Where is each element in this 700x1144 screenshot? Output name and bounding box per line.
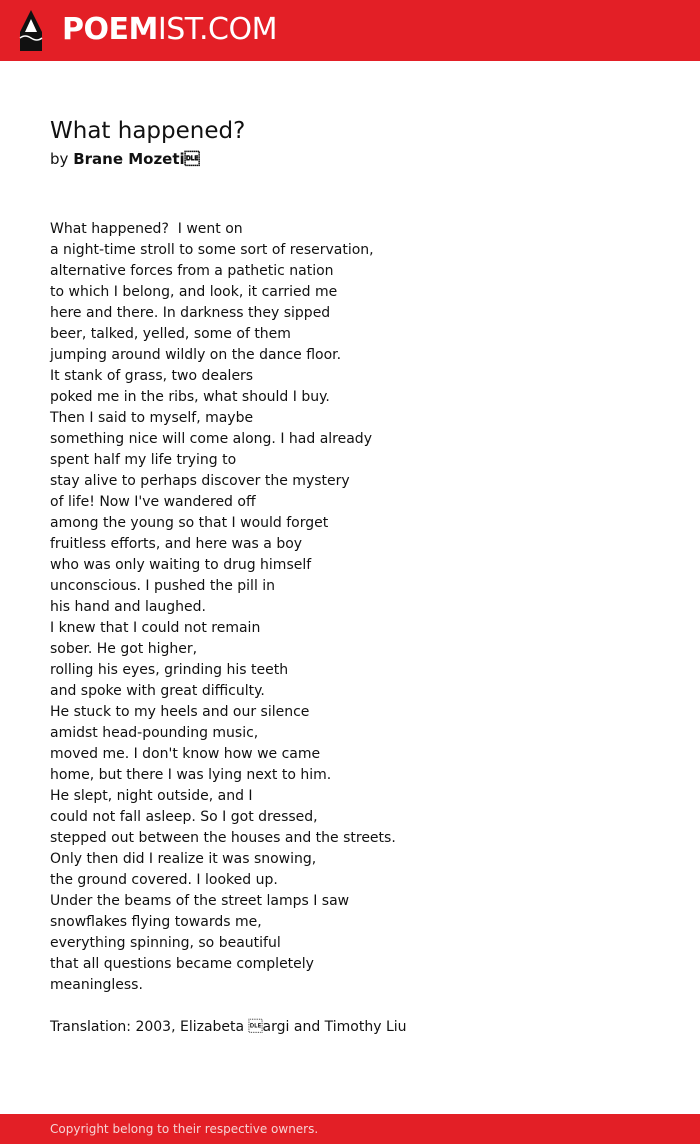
- poem-line: everything spinning, so beautiful: [50, 935, 281, 951]
- poem-line: among the young so that I would forget: [50, 515, 329, 531]
- poem-line: who was only waiting to drug himself: [50, 557, 312, 573]
- poem-line: Under the beams of the street lamps I saw: [50, 893, 350, 909]
- poem-title: What happened?: [50, 118, 246, 144]
- site-logo[interactable]: [62, 12, 277, 48]
- poem-line: rolling his eyes, grinding his teeth: [50, 662, 289, 678]
- logo-text-bold: POEM: [62, 12, 158, 47]
- poem-line: What happened? I went on: [50, 221, 243, 237]
- poem-line: beer, talked, yelled, some of them: [50, 326, 291, 342]
- poem-line: stepped out between the houses and the streets.: [50, 830, 396, 846]
- poem-line: and spoke with great difficulty.: [50, 683, 265, 699]
- poem-body: [50, 219, 670, 996]
- poem-line: that all questions became completely: [50, 956, 314, 972]
- site-header: [0, 0, 700, 61]
- poem-line: poked me in the ribs, what should I buy.: [50, 389, 330, 405]
- byline: [50, 148, 200, 170]
- pen-nib-icon[interactable]: [18, 10, 44, 51]
- poem-line: He stuck to my heels and our silence: [50, 704, 310, 720]
- copyright-notice: Copyright belong to their respective owners.: [50, 1122, 319, 1136]
- poem-line: Then I said to myself, maybe: [50, 410, 254, 426]
- translation-credit: Translation: 2003, Elizabeta argi and Timothy Liu: [50, 1019, 407, 1035]
- logo-text-light: IST.COM: [157, 12, 277, 47]
- poem-line: sober. He got higher,: [50, 641, 198, 657]
- poem-line: of life! Now I've wandered off: [50, 494, 256, 510]
- poem-line: I knew that I could not remain: [50, 620, 261, 636]
- poem-line: spent half my life trying to: [50, 452, 237, 468]
- poem-line: something nice will come along. I had already: [50, 431, 372, 447]
- poem-line: It stank of grass, two dealers: [50, 368, 254, 384]
- poem-line: could not fall asleep. So I got dressed,: [50, 809, 318, 825]
- by-label: by: [50, 150, 69, 168]
- poem-line: amidst head-pounding music,: [50, 725, 259, 741]
- poem-line: his hand and laughed.: [50, 599, 207, 615]
- poem-line: stay alive to perhaps discover the mystery: [50, 473, 350, 489]
- site-footer: [0, 1114, 700, 1144]
- poem-line: Only then did I realize it was snowing,: [50, 851, 317, 867]
- poem-line: snowflakes flying towards me,: [50, 914, 262, 930]
- poem-line: fruitless efforts, and here was a boy: [50, 536, 303, 552]
- poem-line: unconscious. I pushed the pill in: [50, 578, 276, 594]
- poem-line: alternative forces from a pathetic nation: [50, 263, 334, 279]
- poem-line: jumping around wildly on the dance floor.: [50, 347, 342, 363]
- poem-line: here and there. In darkness they sipped: [50, 305, 331, 321]
- author-name: Brane Mozeti: [73, 150, 200, 168]
- poem-line: meaningless.: [50, 977, 143, 993]
- poem-line: to which I belong, and look, it carried me: [50, 284, 338, 300]
- poem-line: moved me. I don't know how we came: [50, 746, 321, 762]
- poem-line: the ground covered. I looked up.: [50, 872, 278, 888]
- poem-line: home, but there I was lying next to him.: [50, 767, 332, 783]
- poem-line: a night-time stroll to some sort of reservation,: [50, 242, 374, 258]
- poem-line: He slept, night outside, and I: [50, 788, 253, 804]
